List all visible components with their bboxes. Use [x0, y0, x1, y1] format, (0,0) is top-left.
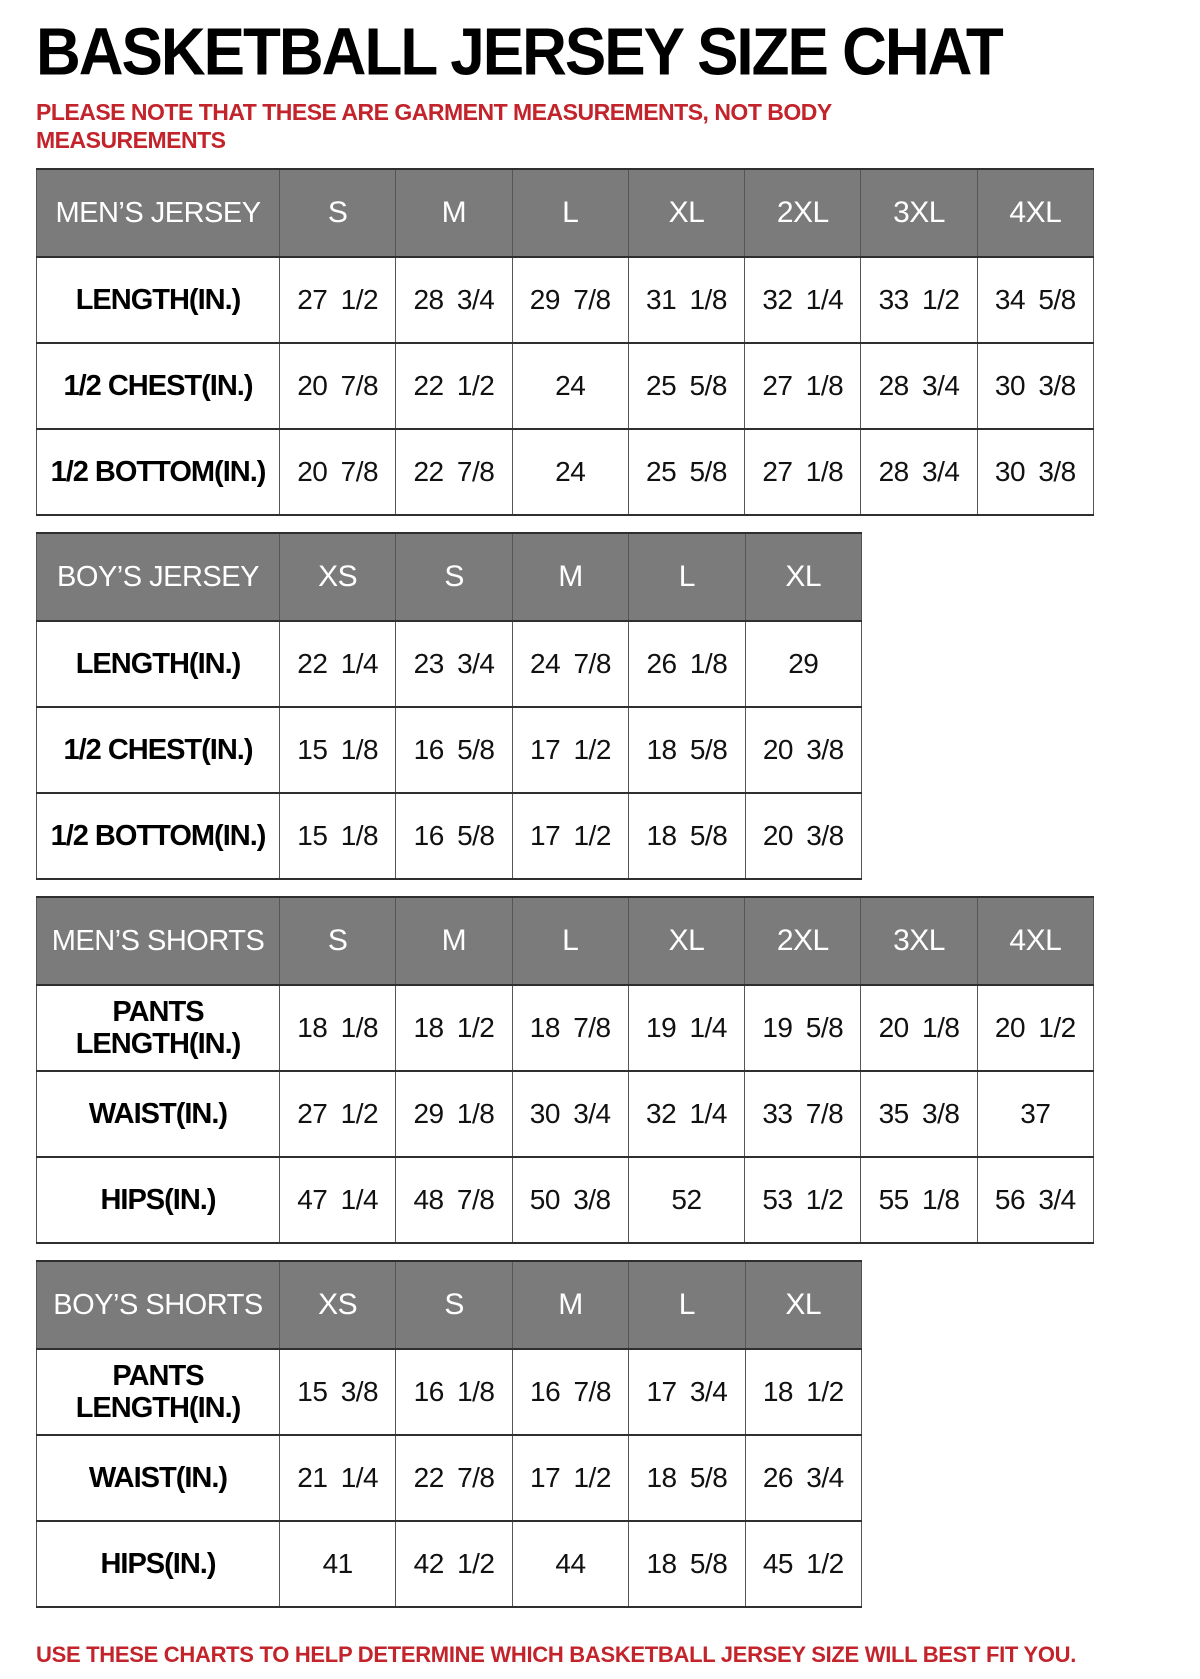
size-value: 48 7/8	[396, 1157, 512, 1243]
size-value: 19 5/8	[745, 985, 861, 1071]
column-header-m: M	[396, 169, 512, 257]
size-value: 16 5/8	[396, 793, 512, 879]
size-value: 18 5/8	[629, 707, 745, 793]
size-table-boys-shorts	[36, 1260, 862, 1608]
size-value: 27 1/2	[280, 257, 396, 343]
table-row	[37, 985, 1094, 1071]
table-row	[37, 793, 862, 879]
size-value: 15 1/8	[280, 707, 396, 793]
row-label: PANTS LENGTH(IN.)	[37, 1349, 280, 1435]
column-header-l: L	[512, 897, 628, 985]
size-value: 23 3/4	[396, 621, 512, 707]
size-value: 20 3/8	[745, 707, 861, 793]
column-header-2xl: 2XL	[745, 897, 861, 985]
column-header-2xl: 2XL	[745, 169, 861, 257]
table-row	[37, 1435, 862, 1521]
size-value: 20 1/2	[977, 985, 1093, 1071]
size-value: 15 3/8	[280, 1349, 396, 1435]
size-value: 55 1/8	[861, 1157, 977, 1243]
column-header-xl: XL	[745, 533, 861, 621]
size-value: 28 3/4	[861, 343, 977, 429]
size-value: 30 3/4	[512, 1071, 628, 1157]
row-label: 1/2 BOTTOM(IN.)	[37, 793, 280, 879]
size-value: 18 1/2	[745, 1349, 861, 1435]
header-row	[37, 169, 1094, 257]
size-value: 22 1/2	[396, 343, 512, 429]
column-header-4xl: 4XL	[977, 169, 1093, 257]
size-value: 22 1/4	[280, 621, 396, 707]
column-header-m: M	[512, 533, 628, 621]
size-value: 18 1/8	[280, 985, 396, 1071]
size-value: 47 1/4	[280, 1157, 396, 1243]
size-value: 41	[280, 1521, 396, 1607]
size-table-boys-jersey	[36, 532, 862, 880]
page-title: BASKETBALL JERSEY SIZE CHAT	[36, 14, 1002, 90]
size-value: 20 1/8	[861, 985, 977, 1071]
size-value: 27 1/8	[745, 429, 861, 515]
column-header-m: M	[396, 897, 512, 985]
size-value: 20 7/8	[280, 343, 396, 429]
header-row	[37, 1261, 862, 1349]
table-row	[37, 343, 1094, 429]
table-title-cell: MEN’S SHORTS	[37, 897, 280, 985]
row-label: WAIST(IN.)	[37, 1435, 280, 1521]
row-label: LENGTH(IN.)	[37, 257, 280, 343]
table-row	[37, 429, 1094, 515]
size-value: 30 3/8	[977, 429, 1093, 515]
size-value: 22 7/8	[396, 1435, 512, 1521]
footer-note: USE THESE CHARTS TO HELP DETERMINE WHICH BASKETBALL JERSEY SIZE WILL BEST FIT YOU.	[36, 1642, 1077, 1668]
size-value: 18 5/8	[629, 1521, 745, 1607]
size-value: 24	[512, 429, 628, 515]
size-value: 16 7/8	[512, 1349, 628, 1435]
size-value: 29	[745, 621, 861, 707]
size-value: 15 1/8	[280, 793, 396, 879]
column-header-s: S	[396, 533, 512, 621]
header-row	[37, 533, 862, 621]
column-header-3xl: 3XL	[861, 169, 977, 257]
size-value: 52	[628, 1157, 744, 1243]
size-value: 44	[512, 1521, 628, 1607]
table-title-cell: MEN’S JERSEY	[37, 169, 280, 257]
size-value: 42 1/2	[396, 1521, 512, 1607]
size-value: 22 7/8	[396, 429, 512, 515]
header-row	[37, 897, 1094, 985]
size-value: 18 1/2	[396, 985, 512, 1071]
size-value: 20 3/8	[745, 793, 861, 879]
column-header-s: S	[280, 897, 396, 985]
size-value: 29 1/8	[396, 1071, 512, 1157]
column-header-l: L	[629, 533, 745, 621]
size-value: 37	[977, 1071, 1093, 1157]
size-value: 27 1/8	[745, 343, 861, 429]
column-header-l: L	[512, 169, 628, 257]
table-row	[37, 1349, 862, 1435]
size-value: 33 7/8	[745, 1071, 861, 1157]
table-row	[37, 1071, 1094, 1157]
size-value: 26 3/4	[745, 1435, 861, 1521]
size-value: 31 1/8	[628, 257, 744, 343]
size-value: 34 5/8	[977, 257, 1093, 343]
size-value: 53 1/2	[745, 1157, 861, 1243]
column-header-xs: XS	[280, 1261, 396, 1349]
column-header-s: S	[280, 169, 396, 257]
size-value: 33 1/2	[861, 257, 977, 343]
size-value: 50 3/8	[512, 1157, 628, 1243]
size-value: 18 5/8	[629, 793, 745, 879]
size-value: 21 1/4	[280, 1435, 396, 1521]
column-header-xl: XL	[745, 1261, 861, 1349]
size-value: 17 1/2	[512, 793, 628, 879]
table-title-cell: BOY’S SHORTS	[37, 1261, 280, 1349]
size-value: 17 3/4	[629, 1349, 745, 1435]
table-row	[37, 707, 862, 793]
size-value: 17 1/2	[512, 707, 628, 793]
size-value: 16 1/8	[396, 1349, 512, 1435]
size-value: 56 3/4	[977, 1157, 1093, 1243]
size-value: 16 5/8	[396, 707, 512, 793]
size-value: 18 5/8	[629, 1435, 745, 1521]
size-value: 18 7/8	[512, 985, 628, 1071]
size-value: 32 1/4	[745, 257, 861, 343]
table-row	[37, 1157, 1094, 1243]
column-header-3xl: 3XL	[861, 897, 977, 985]
size-tables-container	[36, 168, 1200, 1608]
row-label: LENGTH(IN.)	[37, 621, 280, 707]
size-value: 32 1/4	[628, 1071, 744, 1157]
row-label: HIPS(IN.)	[37, 1157, 280, 1243]
table-title-cell: BOY’S JERSEY	[37, 533, 280, 621]
size-value: 25 5/8	[628, 429, 744, 515]
garment-measurement-note: PLEASE NOTE THAT THESE ARE GARMENT MEASUREMENTS, NOT BODY MEASUREMENTS	[36, 99, 832, 154]
table-row	[37, 257, 1094, 343]
column-header-s: S	[396, 1261, 512, 1349]
size-value: 28 3/4	[861, 429, 977, 515]
column-header-xl: XL	[628, 897, 744, 985]
size-value: 19 1/4	[628, 985, 744, 1071]
size-value: 28 3/4	[396, 257, 512, 343]
size-value: 20 7/8	[280, 429, 396, 515]
table-row	[37, 621, 862, 707]
row-label: PANTS LENGTH(IN.)	[37, 985, 280, 1071]
size-table-mens-jersey	[36, 168, 1094, 516]
column-header-xl: XL	[628, 169, 744, 257]
column-header-xs: XS	[280, 533, 396, 621]
size-value: 45 1/2	[745, 1521, 861, 1607]
table-row	[37, 1521, 862, 1607]
size-table-mens-shorts	[36, 896, 1094, 1244]
size-value: 35 3/8	[861, 1071, 977, 1157]
column-header-m: M	[512, 1261, 628, 1349]
row-label: 1/2 CHEST(IN.)	[37, 707, 280, 793]
size-value: 29 7/8	[512, 257, 628, 343]
row-label: HIPS(IN.)	[37, 1521, 280, 1607]
size-value: 25 5/8	[628, 343, 744, 429]
row-label: 1/2 CHEST(IN.)	[37, 343, 280, 429]
size-value: 30 3/8	[977, 343, 1093, 429]
size-value: 24 7/8	[512, 621, 628, 707]
column-header-4xl: 4XL	[977, 897, 1093, 985]
size-value: 17 1/2	[512, 1435, 628, 1521]
row-label: 1/2 BOTTOM(IN.)	[37, 429, 280, 515]
row-label: WAIST(IN.)	[37, 1071, 280, 1157]
column-header-l: L	[629, 1261, 745, 1349]
size-value: 27 1/2	[280, 1071, 396, 1157]
size-value: 26 1/8	[629, 621, 745, 707]
size-value: 24	[512, 343, 628, 429]
